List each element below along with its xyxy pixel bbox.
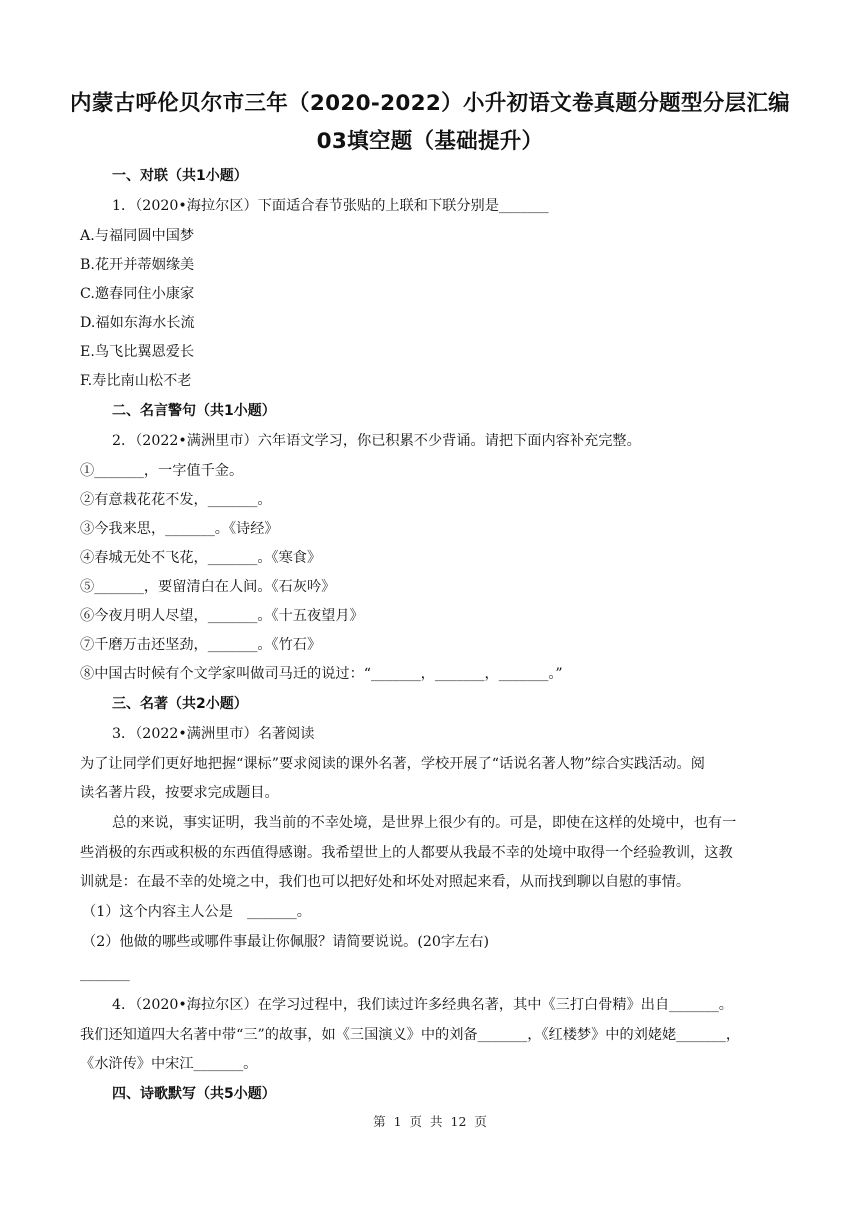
footer-page-number: 1	[393, 1114, 402, 1129]
footer-gong: 共	[430, 1114, 443, 1129]
question-2-stem: 2．（2022•满洲里市）六年语文学习，你已积累不少背诵。请把下面内容补充完整。	[112, 433, 641, 449]
question-1-stem: 1．（2020•海拉尔区）下面适合春节张贴的上联和下联分别是_______	[112, 198, 549, 214]
q1-option-c: C.邀春同住小康家	[80, 286, 195, 302]
q3-passage-line3: 训就是：在最不幸的处境之中，我们也可以把好处和坏处对照起来看，从而找到聊以自慰的事情。	[80, 874, 691, 890]
q1-option-f: F.寿比南山松不老	[80, 373, 192, 389]
q2-item-7: ⑦千磨万击还坚劲，_______。《竹石》	[80, 637, 322, 653]
footer-ye2: 页	[474, 1114, 487, 1129]
doc-title-line2: 03填空题（基础提升）	[316, 129, 544, 154]
footer-total-pages: 12	[450, 1114, 467, 1129]
q2-item-1: ①_______，一字值千金。	[80, 463, 244, 479]
q3-intro-line1: 为了让同学们更好地把握“课标”要求阅读的课外名著，学校开展了“话说名著人物”综合实践活动。阅	[80, 756, 705, 772]
section-heading-couplet: 一、对联（共1小题）	[112, 168, 248, 184]
q3-answer-blank: _______	[80, 966, 130, 982]
q3-passage-line2: 些消极的东西或积极的东西值得感谢。我希望世上的人都要从我最不幸的处境中取得一个经验教训，这教	[80, 845, 733, 861]
question-4-line1: 4．（2020•海拉尔区）在学习过程中，我们读过许多经典名著，其中《三打白骨精》出自_______。	[112, 997, 733, 1013]
section-heading-poetry: 四、诗歌默写（共5小题）	[112, 1086, 276, 1102]
q2-item-8: ⑧中国古时候有个文学家叫做司马迁的说过：“_______，_______，_______。”	[80, 666, 563, 682]
q2-item-2: ②有意栽花花不发，_______。	[80, 492, 272, 508]
q2-item-5: ⑤_______，要留清白在人间。《石灰吟》	[80, 579, 336, 595]
q3-intro-line2: 读名著片段，按要求完成题目。	[80, 785, 279, 801]
q3-subquestion-2: （2）他做的哪些或哪件事最让你佩服？请简要说说。(20字左右)	[82, 934, 490, 950]
q2-item-3: ③今我来思，_______。《诗经》	[80, 521, 279, 537]
section-heading-quotes: 二、名言警句（共1小题）	[112, 403, 276, 419]
q2-item-4: ④春城无处不飞花，_______。《寒食》	[80, 550, 322, 566]
q2-item-6: ⑥今夜月明人尽望，_______。《十五夜望月》	[80, 608, 364, 624]
question-4-line2: 我们还知道四大名著中带“三”的故事，如《三国演义》中的刘备_______，《红楼梦》中的刘姥姥_______，	[80, 1027, 741, 1043]
q3-passage-line1: 总的来说，事实证明，我当前的不幸处境，是世界上很少有的。可是，即使在这样的处境中，也有一	[112, 815, 737, 831]
q1-option-e: E.鸟飞比翼恩爱长	[80, 344, 195, 360]
footer-di: 第	[373, 1114, 386, 1129]
doc-title-line1: 内蒙古呼伦贝尔市三年（2020-2022）小升初语文卷真题分题型分层汇编	[70, 91, 790, 116]
page-footer	[0, 1112, 860, 1130]
question-3-stem: 3．（2022•满洲里市）名著阅读	[112, 726, 315, 742]
q3-subquestion-1: （1）这个内容主人公是 _______。	[82, 904, 311, 920]
question-4-line3: 《水浒传》中宋江_______。	[80, 1056, 258, 1072]
section-heading-classics: 三、名著（共2小题）	[112, 696, 248, 712]
footer-ye: 页	[409, 1114, 423, 1129]
q1-option-d: D.福如东海水长流	[80, 315, 195, 331]
q1-option-b: B.花开并蒂姻缘美	[80, 257, 195, 273]
q1-option-a: A.与福同圆中国梦	[80, 228, 195, 244]
